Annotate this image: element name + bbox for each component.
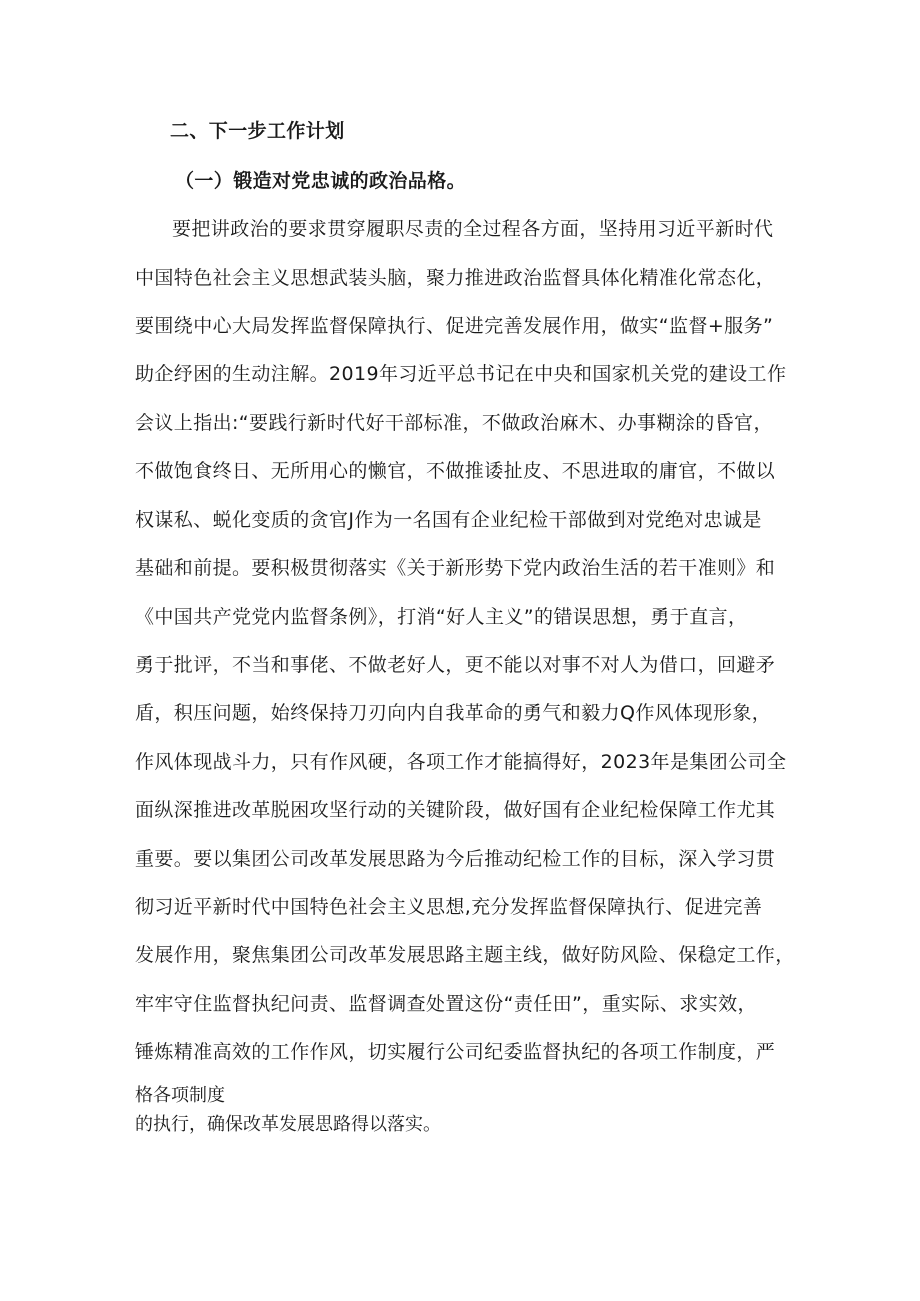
paragraph-line: 作风体现战斗力，只有作风硬，各项工作才能搞得好，2023年是集团公司全 [135,751,787,773]
paragraph-line: 重要。要以集团公司改革发展思路为今后推动纪检工作的目标，深入学习贯 [135,848,776,870]
paragraph-line: 基础和前提。要积极贯彻落实《关于新形势下党内政治生活的若干准则》和 [135,557,776,579]
paragraph-line: 彻习近平新时代中国特色社会主义思想,充分发挥监督保障执行、促进完善 [135,896,763,918]
paragraph-line: 《中国共产党党内监督条例》，打消“好人主义”的错误思想，勇于直言， [135,606,748,628]
paragraph-line: 会议上指出:“要践行新时代好干部标准，不做政治麻木、办事糊涂的昏官， [135,412,773,434]
paragraph-line: 要把讲政治的要求贯穿履职尽责的全过程各方面，坚持用习近平新时代 [172,218,774,240]
paragraph-line: 盾，积压问题，始终保持刀刃向内自我革命的勇气和毅力Q作风体现形象， [135,702,772,724]
paragraph-line: 勇于批评，不当和事佬、不做老好人，更不能以对事不对人为借口，回避矛 [135,654,776,676]
paragraph-line: 中国特色社会主义思想武装头脑，聚力推进政治监督具体化精准化常态化， [135,267,776,289]
paragraph-line: 牢牢守住监督执纪问责、监督调查处置这份“责任田”，重实际、求实效， [135,993,757,1015]
section-heading: 二、下一步工作计划 [170,120,345,142]
sub-heading: （一）锻造对党忠诚的政治品格。 [175,170,467,192]
paragraph-line: 不做饱食终日、无所用心的懒官，不做推诿扯皮、不思进取的庸官，不做以 [135,460,776,482]
paragraph-line: 助企纾困的生动注解。2019年习近平总书记在中央和国家机关党的建设工作 [135,363,787,385]
paragraph-line: 格各项制度 [135,1085,225,1106]
paragraph-line: 发展作用，聚焦集团公司改革发展思路主题主线，做好防风险、保稳定工作， [135,944,795,966]
paragraph-line: 要围绕中心大局发挥监督保障执行、促进完善发展作用，做实“监督+服务” [135,315,774,337]
paragraph-line: 锤炼精准高效的工作作风，切实履行公司纪委监督执纪的各项工作制度，严 [135,1041,776,1063]
paragraph-line: 面纵深推进改革脱困攻坚行动的关键阶段，做好国有企业纪检保障工作尤其 [135,799,776,821]
paragraph-line: 权谋私、蜕化变质的贪官J作为一名国有企业纪检干部做到对党绝对忠诚是 [135,509,762,531]
paragraph-line: 的执行，确保改革发展思路得以落实。 [135,1114,441,1135]
